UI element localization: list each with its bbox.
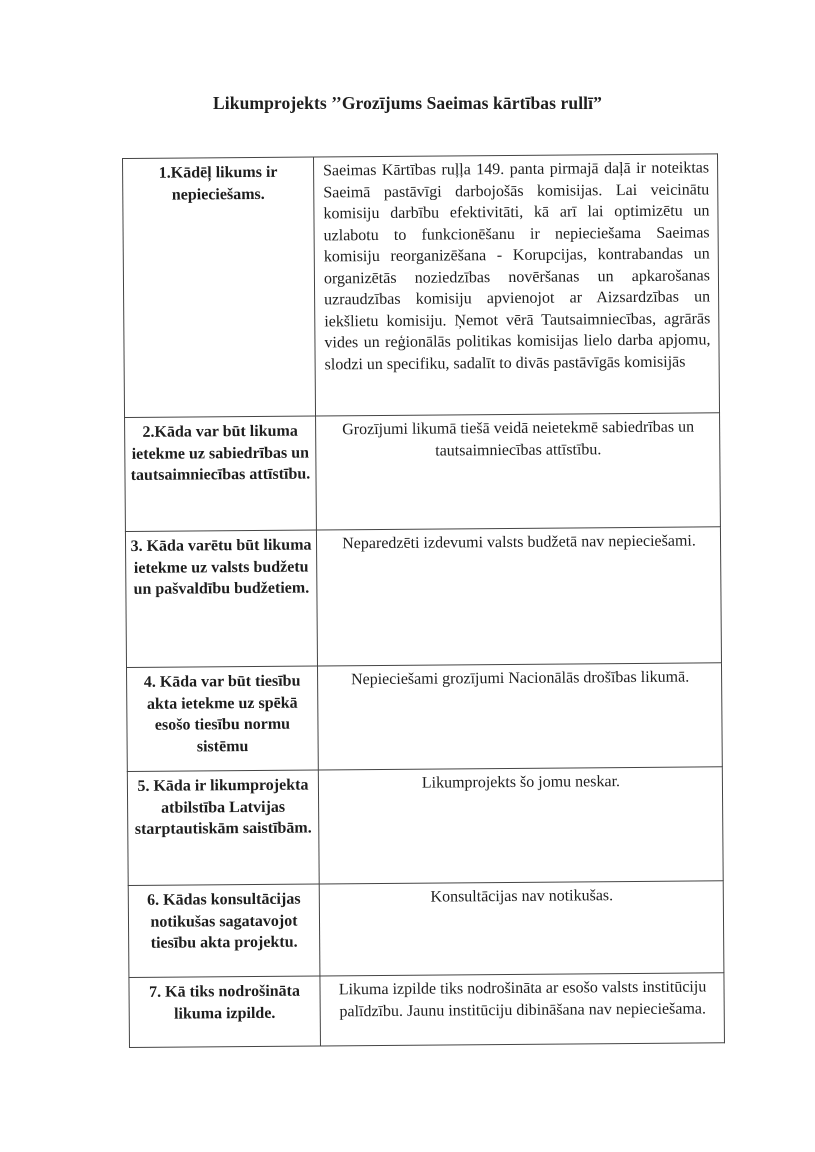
question-cell: 7. Kā tiks nodrošināta likuma izpilde. — [129, 976, 321, 1047]
table-row — [125, 413, 721, 532]
table-row — [129, 973, 725, 1048]
question-cell: 1.Kādēļ likums ir nepieciešams. — [123, 157, 316, 417]
question-cell: 2.Kāda var būt likuma ietekme uz sabiedrības un tautsaimniecības attīstību. — [125, 416, 317, 531]
table-row — [127, 767, 723, 886]
answer-cell: Neparedzēti izdevumi valsts budžetā nav nepieciešami. — [316, 527, 721, 666]
answer-cell: Nepieciešami grozījumi Nacionālās drošības likumā. — [317, 663, 722, 770]
page-title: Likumprojekts ’’Grozījums Saeimas kārtības rullī” — [213, 93, 602, 113]
answer-text: Saeimas Kārtības ruļļa 149. panta pirmajā daļā ir noteiktas Saeimā pastāvīgi darbojošās komisijas. Lai veicinātu komisiju darbību efektivitāti, kā arī lai optimizētu un uzlabotu to funkcionēšanu ir nepieciešama Saeimas komisiju reorganizēšana - Korupcijas, kontrabandas un organizētās noziedzības novēršanas un apkarošanas uzraudzības komisiju apvienojot ar Aizsardzības un iekšlietu komisiju. Ņemot vērā Tautsaimniecības, agrārās vides un reģionālās politikas komisijas lielo darba apjomu, slodzi un specifiku, sadalīt to divās pastāvīgās komisijās — [323, 159, 711, 373]
annotation-table — [122, 153, 725, 1048]
table-row — [128, 881, 724, 978]
question-cell: 4. Kāda var būt tiesību akta ietekme uz spēkā esošo tiesību normu sistēmu — [127, 666, 319, 771]
table-row — [123, 154, 720, 418]
answer-cell: Likuma izpilde tiks nodrošināta ar esošo valsts institūciju palīdzību. Jaunu institūciju dibināšana nav nepieciešama. — [320, 973, 725, 1046]
question-cell: 5. Kāda ir likumprojekta atbilstība Latvijas starptautiskām saistībām. — [127, 770, 319, 885]
question-cell: 6. Kādas konsultācijas notikušas sagatavojot tiesību akta projektu. — [128, 884, 320, 977]
table-row — [125, 527, 721, 668]
answer-cell: Likumprojekts šo jomu neskar. — [318, 767, 723, 884]
answer-cell: Konsultācijas nav notikušas. — [319, 881, 724, 976]
answer-cell — [313, 154, 719, 416]
table-row — [127, 663, 723, 772]
answer-cell: Grozījumi likumā tiešā veidā neietekmē sabiedrības un tautsaimniecības attīstību. — [316, 413, 721, 530]
question-cell: 3. Kāda varētu būt likuma ietekme uz valsts budžetu un pašvaldību budžetiem. — [125, 530, 317, 667]
